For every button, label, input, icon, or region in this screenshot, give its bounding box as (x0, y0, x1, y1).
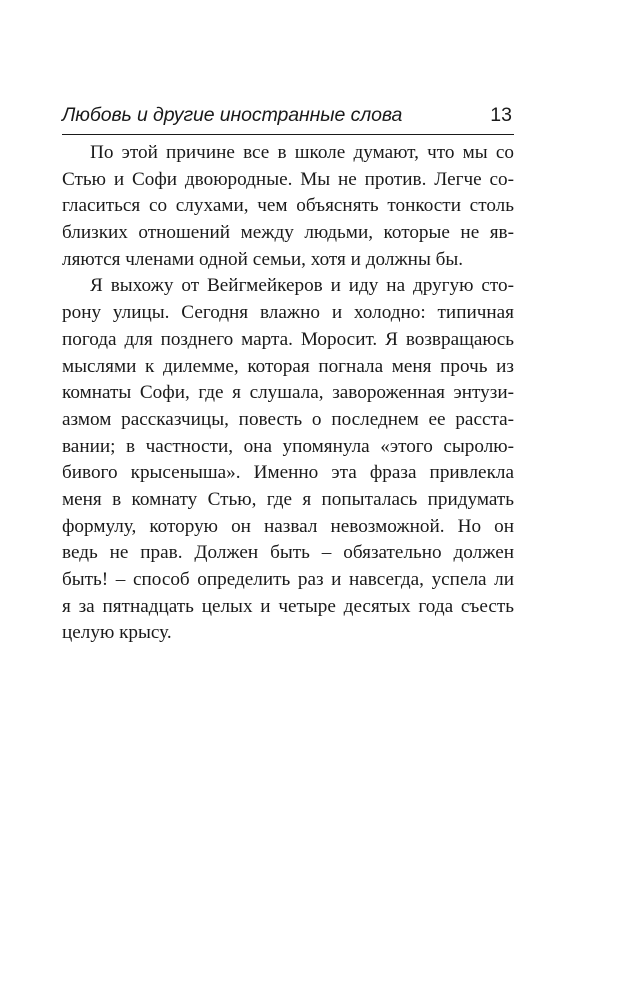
text-line: азмом рассказчицы, повесть о последнем ее расста- (62, 408, 514, 430)
text-line: Я выхожу от Вейгмейкеров и иду на другую сто- (90, 275, 514, 297)
text-line: рону улицы. Сегодня влажно и холодно: типичная (62, 302, 514, 324)
text-line: формулу, которую он назвал невозможной. Но он (62, 515, 514, 537)
text-line: комнаты Софи, где я слушала, завороженная энтузи- (62, 382, 514, 404)
text-line: быть! – способ определить раз и навсегда, успела ли (62, 569, 514, 590)
text-line: ведь не прав. Должен быть – обязательно должен (62, 542, 514, 564)
text-line: бивого крысеныша». Именно эта фраза привлекла (62, 462, 514, 484)
text-line: гласиться со слухами, чем объяснять тонкости столь (62, 195, 514, 217)
page-number: 13 (490, 104, 512, 126)
text-line: целую крысу. (62, 622, 172, 644)
text-line: вании; в частности, она упомянула «этого сыролю- (62, 435, 514, 457)
text-line: По этой причине все в школе думают, что мы со (90, 142, 514, 163)
paragraph-2 (62, 273, 514, 647)
running-header (62, 100, 514, 135)
text-line: меня в комнату Стью, где я попыталась придумать (62, 488, 514, 510)
paragraph-1 (62, 140, 514, 273)
body-text (62, 140, 514, 647)
text-line: близких отношений между людьми, которые не яв- (62, 222, 514, 244)
text-line: ляются членами одной семьи, хотя и должны бы. (62, 248, 464, 270)
text-line: мыслями к дилемме, которая погнала меня прочь из (62, 355, 514, 377)
text-line: погода для позднего марта. Моросит. Я возвращаюсь (62, 328, 514, 350)
text-line: Стью и Софи двоюродные. Мы не против. Легче со- (62, 168, 514, 190)
running-title: Любовь и другие иностранные слова (62, 104, 403, 126)
text-line: я за пятнадцать целых и четыре десятых года съесть (62, 595, 514, 617)
